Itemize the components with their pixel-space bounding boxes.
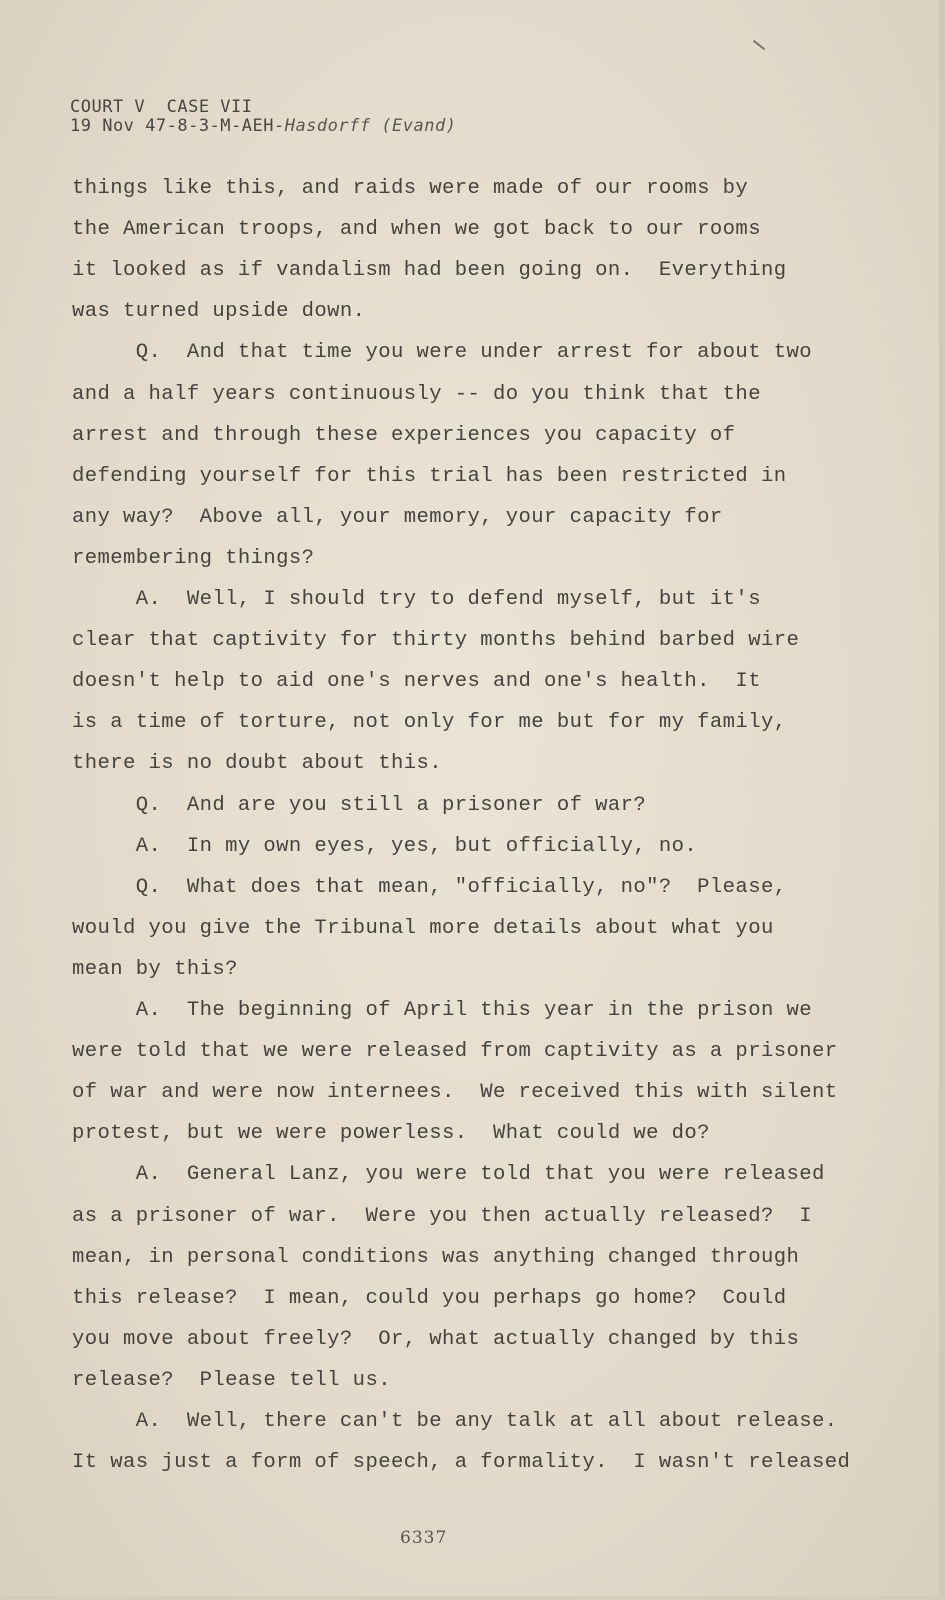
transcript-line: this release? I mean, could you perhaps go home? Could [72,1286,787,1310]
document-header [70,98,456,136]
transcript-line: Q. What does that mean, "officially, no"? Please, [72,875,787,899]
transcript-line: arrest and through these experiences you capacity of [72,423,736,447]
transcript-line: any way? Above all, your memory, your capacity for [72,505,723,529]
transcript-line: Q. And that time you were under arrest for about two [72,341,812,365]
transcript-line: mean, in personal conditions was anything changed through [72,1245,800,1269]
transcript-line: A. In my own eyes, yes, but officially, no. [72,834,698,858]
transcript-line: it looked as if vandalism had been going on. Everything [72,259,787,283]
transcript-line: would you give the Tribunal more details about what you [72,916,774,940]
transcript-line: A. Well, there can't be any talk at all about release. [72,1410,838,1433]
date-line [70,117,456,136]
transcript-line: A. General Lanz, you were told that you were released [72,1163,825,1187]
transcript-line: defending yourself for this trial has been restricted in [72,464,787,488]
transcript-line: Q. And are you still a prisoner of war? [72,793,647,817]
transcript-line: doesn't help to aid one's nerves and one's health. It [72,670,761,694]
transcript-line: protest, but we were powerless. What could we do? [72,1122,710,1146]
transcript-line: clear that captivity for thirty months behind barbed wire [72,629,800,653]
transcript-line: release? Please tell us. [72,1368,391,1392]
transcript-line: It was just a form of speech, a formality. I wasn't released [72,1451,851,1475]
date-typed: 19 Nov 47-8-3-M-AEH- [70,116,285,136]
transcript-line: there is no doubt about this. [72,752,442,776]
transcript-line: the American troops, and when we got back to our rooms [72,218,761,242]
transcript-line: of war and were now internees. We received this with silent [72,1081,838,1105]
corner-mark [753,40,765,50]
page-number: 6337 [400,1528,448,1548]
transcript-line: as a prisoner of war. Were you then actually released? I [72,1204,812,1228]
transcript-line: A. The beginning of April this year in the prison we [72,999,812,1022]
transcript-line: is a time of torture, not only for me but for my family, [72,711,787,735]
transcript-line: were told that we were released from captivity as a prisoner [72,1040,838,1064]
court-case-line: COURT V CASE VII [70,97,253,117]
transcript-line: mean by this? [72,957,238,981]
witness-name: Hasdorff (Evand) [284,116,457,136]
transcript-line: A. Well, I should try to defend myself, but it's [72,588,761,611]
transcript-line: remembering things? [72,546,315,570]
transcript-line: you move about freely? Or, what actually changed by this [72,1327,800,1351]
transcript-line: things like this, and raids were made of our rooms by [72,177,749,200]
transcript-line: was turned upside down. [72,300,366,324]
page-footer [400,1528,447,1548]
transcript-line: and a half years continuously -- do you think that the [72,382,761,406]
